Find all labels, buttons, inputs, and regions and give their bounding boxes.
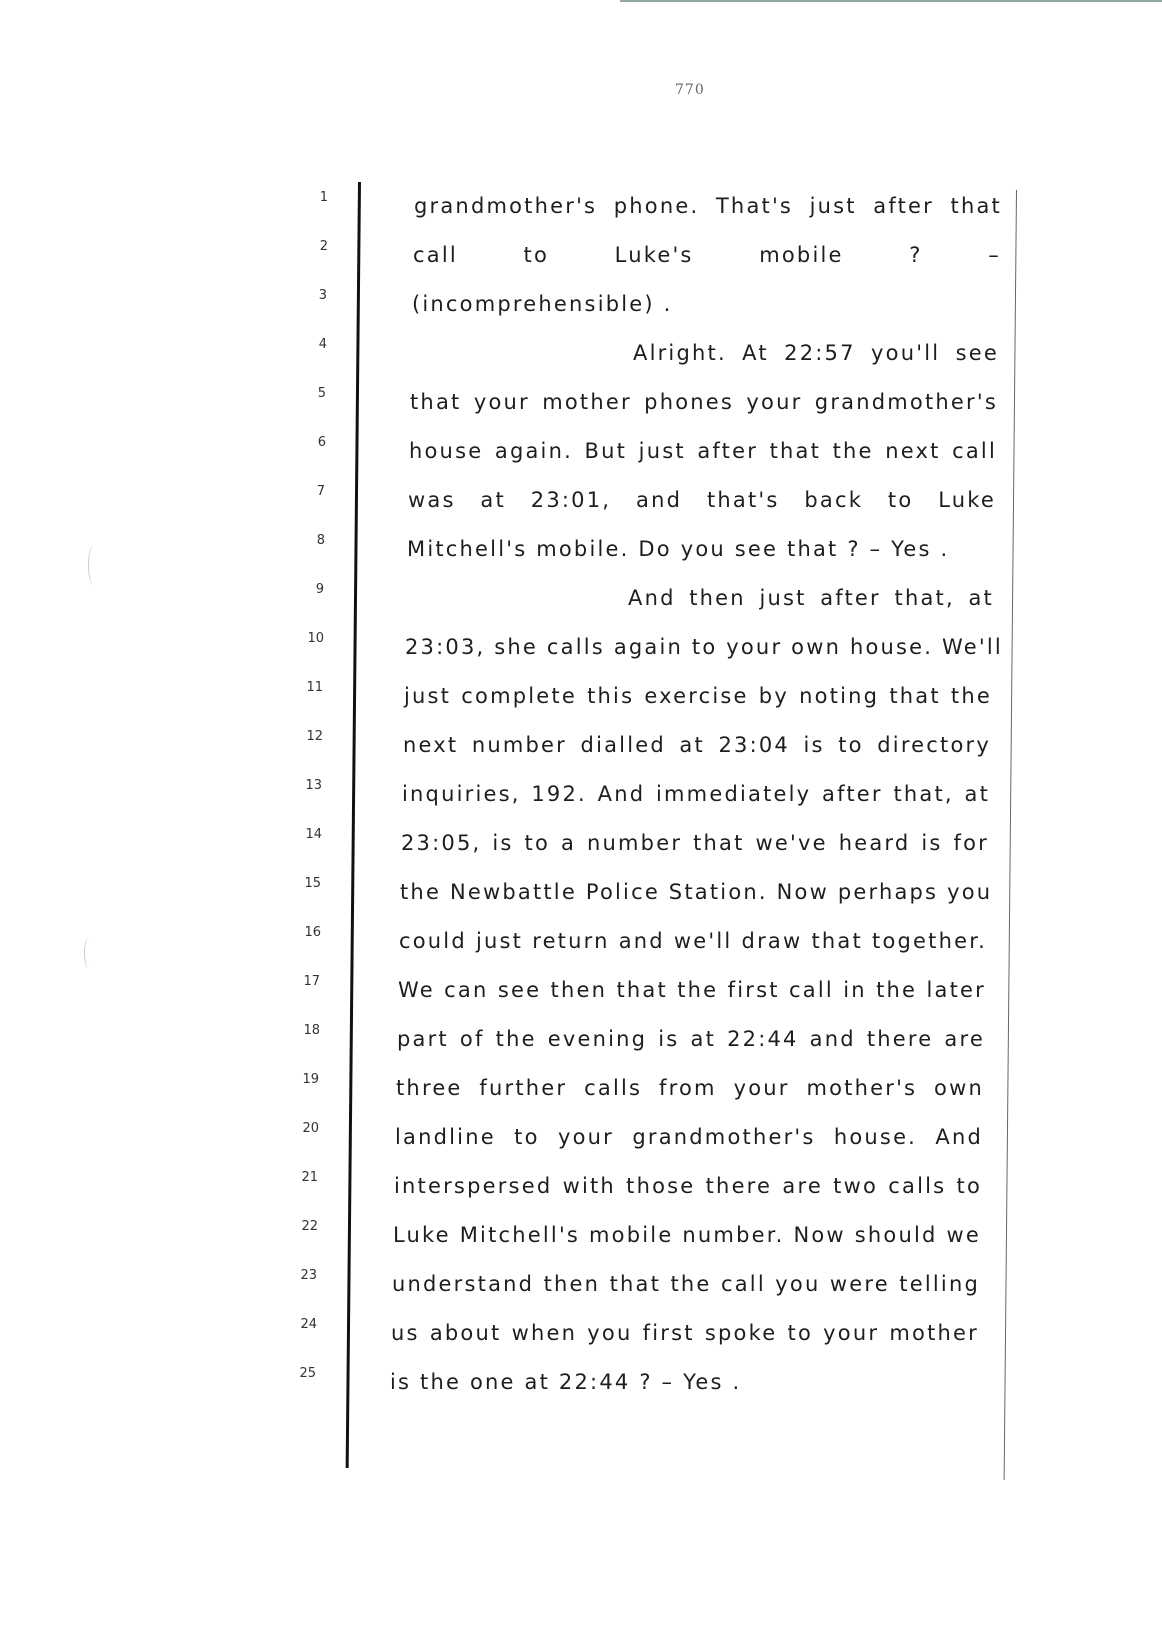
transcript-line: landline to your grandmother's house. And: [395, 1125, 983, 1149]
transcript-line: three further calls from your mother's own: [396, 1076, 984, 1100]
line-number: 10: [307, 631, 324, 646]
top-edge-rule: [620, 0, 1162, 2]
line-number: 15: [304, 876, 321, 891]
scan-smudge: [88, 545, 99, 585]
page-number: 770: [675, 82, 705, 98]
line-number: 4: [318, 337, 327, 352]
line-number: 23: [300, 1268, 317, 1283]
transcript-line: the Newbattle Police Station. Now perhaps you: [400, 880, 993, 904]
line-number: 8: [316, 533, 325, 548]
transcript-line: could just return and we'll draw that together.: [399, 929, 987, 953]
transcript-line: Mitchell's mobile. Do you see that ? – Yes .: [407, 537, 950, 561]
line-number: 25: [299, 1366, 316, 1381]
transcript-line: Alright. At 22:57 you'll see: [633, 341, 999, 365]
line-number: 20: [302, 1121, 319, 1136]
transcript-line: (incomprehensible) .: [412, 292, 673, 316]
line-number: 5: [317, 386, 326, 401]
transcript-line: next number dialled at 23:04 is to directory: [403, 733, 991, 757]
transcript-line: 23:05, is to a number that we've heard is for: [401, 831, 989, 855]
line-number: 6: [317, 435, 326, 450]
line-number: 1: [319, 190, 328, 205]
left-margin-rule: [346, 182, 361, 1468]
transcript-line: call to Luke's mobile ? –: [413, 243, 1001, 267]
transcript-line: part of the evening is at 22:44 and there are: [397, 1027, 985, 1051]
line-number: 17: [303, 974, 320, 989]
transcript-line: inquiries, 192. And immediately after that, at: [402, 782, 990, 806]
transcript-line: that your mother phones your grandmother's: [410, 390, 998, 414]
transcript-line: Luke Mitchell's mobile number. Now should we: [393, 1223, 981, 1247]
line-number: 13: [305, 778, 322, 793]
right-margin-rule: [1004, 190, 1017, 1480]
line-number: 21: [301, 1170, 318, 1185]
transcript-line: us about when you first spoke to your mother: [391, 1321, 979, 1345]
transcript-line: is the one at 22:44 ? – Yes .: [390, 1370, 742, 1394]
line-number: 7: [316, 484, 325, 499]
line-number: 2: [319, 239, 328, 254]
line-number: 9: [315, 582, 324, 597]
line-number: 22: [301, 1219, 318, 1234]
transcript-line: was at 23:01, and that's back to Luke: [408, 488, 996, 512]
line-number: 18: [303, 1023, 320, 1038]
line-number: 3: [318, 288, 327, 303]
transcript-line: house again. But just after that the next call: [409, 439, 997, 463]
transcript-line: just complete this exercise by noting that the: [404, 684, 992, 708]
transcript-line: understand then that the call you were telling: [392, 1272, 980, 1296]
scan-smudge: [84, 938, 93, 968]
transcript-line: grandmother's phone. That's just after that: [414, 194, 1002, 218]
transcript-line: We can see then that the first call in the later: [398, 978, 986, 1002]
line-number: 24: [300, 1317, 317, 1332]
transcript-line: interspersed with those there are two calls to: [394, 1174, 982, 1198]
transcript-line: 23:03, she calls again to your own house. We'll: [405, 635, 1003, 659]
transcript-line: And then just after that, at: [628, 586, 994, 610]
line-number: 14: [305, 827, 322, 842]
line-number: 19: [302, 1072, 319, 1087]
line-number: 12: [306, 729, 323, 744]
line-number: 11: [306, 680, 323, 695]
line-number: 16: [304, 925, 321, 940]
